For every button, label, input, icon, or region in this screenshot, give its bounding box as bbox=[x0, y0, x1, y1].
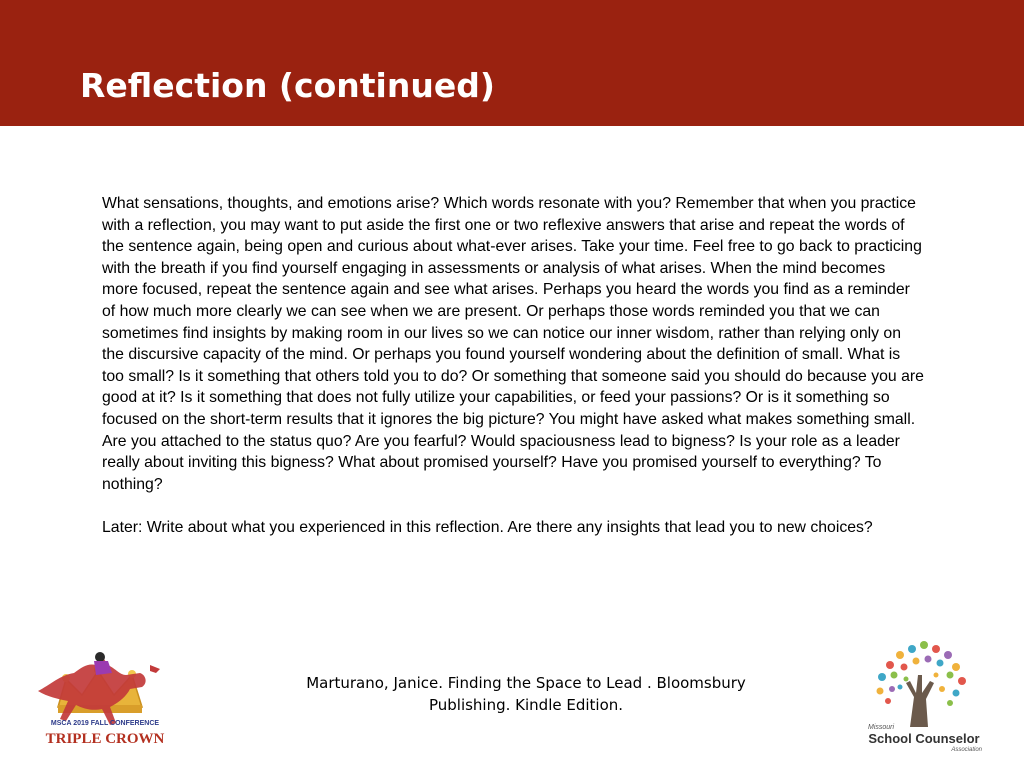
citation-line-2: Publishing. Kindle Edition. bbox=[428, 696, 624, 714]
logo-right-line2: School Counselor bbox=[868, 731, 980, 746]
logo-right-line1: Missouri bbox=[868, 724, 895, 731]
tree-of-dots-icon bbox=[877, 641, 967, 727]
school-counselor-association-logo bbox=[860, 635, 990, 753]
logo-left-line2: TRIPLE CROWN bbox=[45, 731, 165, 747]
reflection-body bbox=[102, 193, 924, 539]
citation bbox=[270, 672, 782, 716]
horse-and-jockey-crown-icon bbox=[38, 652, 160, 725]
logo-left-line1: MSCA 2019 FALL CONFERENCE bbox=[50, 720, 160, 727]
slide-title: Reflection (continued) bbox=[80, 66, 495, 105]
later-prompt-paragraph: Later: Write about what you experienced in this reflection. Are there any insights that lead you to new choices? bbox=[102, 518, 873, 536]
reflection-paragraph: What sensations, thoughts, and emotions arise? Which words resonate with you? Remember that when you practice with a reflection, you may want to put aside the first one or two reflexive answers that arise and repeat the words of the sentence again, being open and curious about what-ever arises. Take your time. Feel free to go back to practicing with the breath if you find yourself engaging in assessments or analysis of what arises. When the mind becomes more focused, repeat the sentence again and see what arises. Perhaps you heard the words you find as a reminder of how much more clearly we can see when we are present. Or perhaps those words reminded you that we can sometimes find insights by making room in our lives so we can notice our inner wisdom, rather than relying only on the discursive capacity of the mind. Or perhaps you found yourself wondering about the definition of small. What is too small? Is it something that others told you to do? Or something that someone said you should do because you are good at it? Is it something that does not fully utilize your capabilities, or feed your passions? Or is it something so focused on the short-term results that it ignores the big picture? You might have asked what makes something small. Are you attached to the status quo? Are you fearful? Would spaciousness lead to bigness? Is your role as a leader really about inviting this bigness? What about promised yourself? Have you promised yourself to everything? To nothing? bbox=[102, 195, 924, 493]
citation-line-1: Marturano, Janice. Finding the Space to Lead . Bloomsbury bbox=[306, 674, 746, 692]
logo-right-line3: Association bbox=[951, 747, 982, 753]
triple-crown-logo bbox=[30, 645, 180, 750]
title-banner bbox=[0, 0, 1024, 126]
